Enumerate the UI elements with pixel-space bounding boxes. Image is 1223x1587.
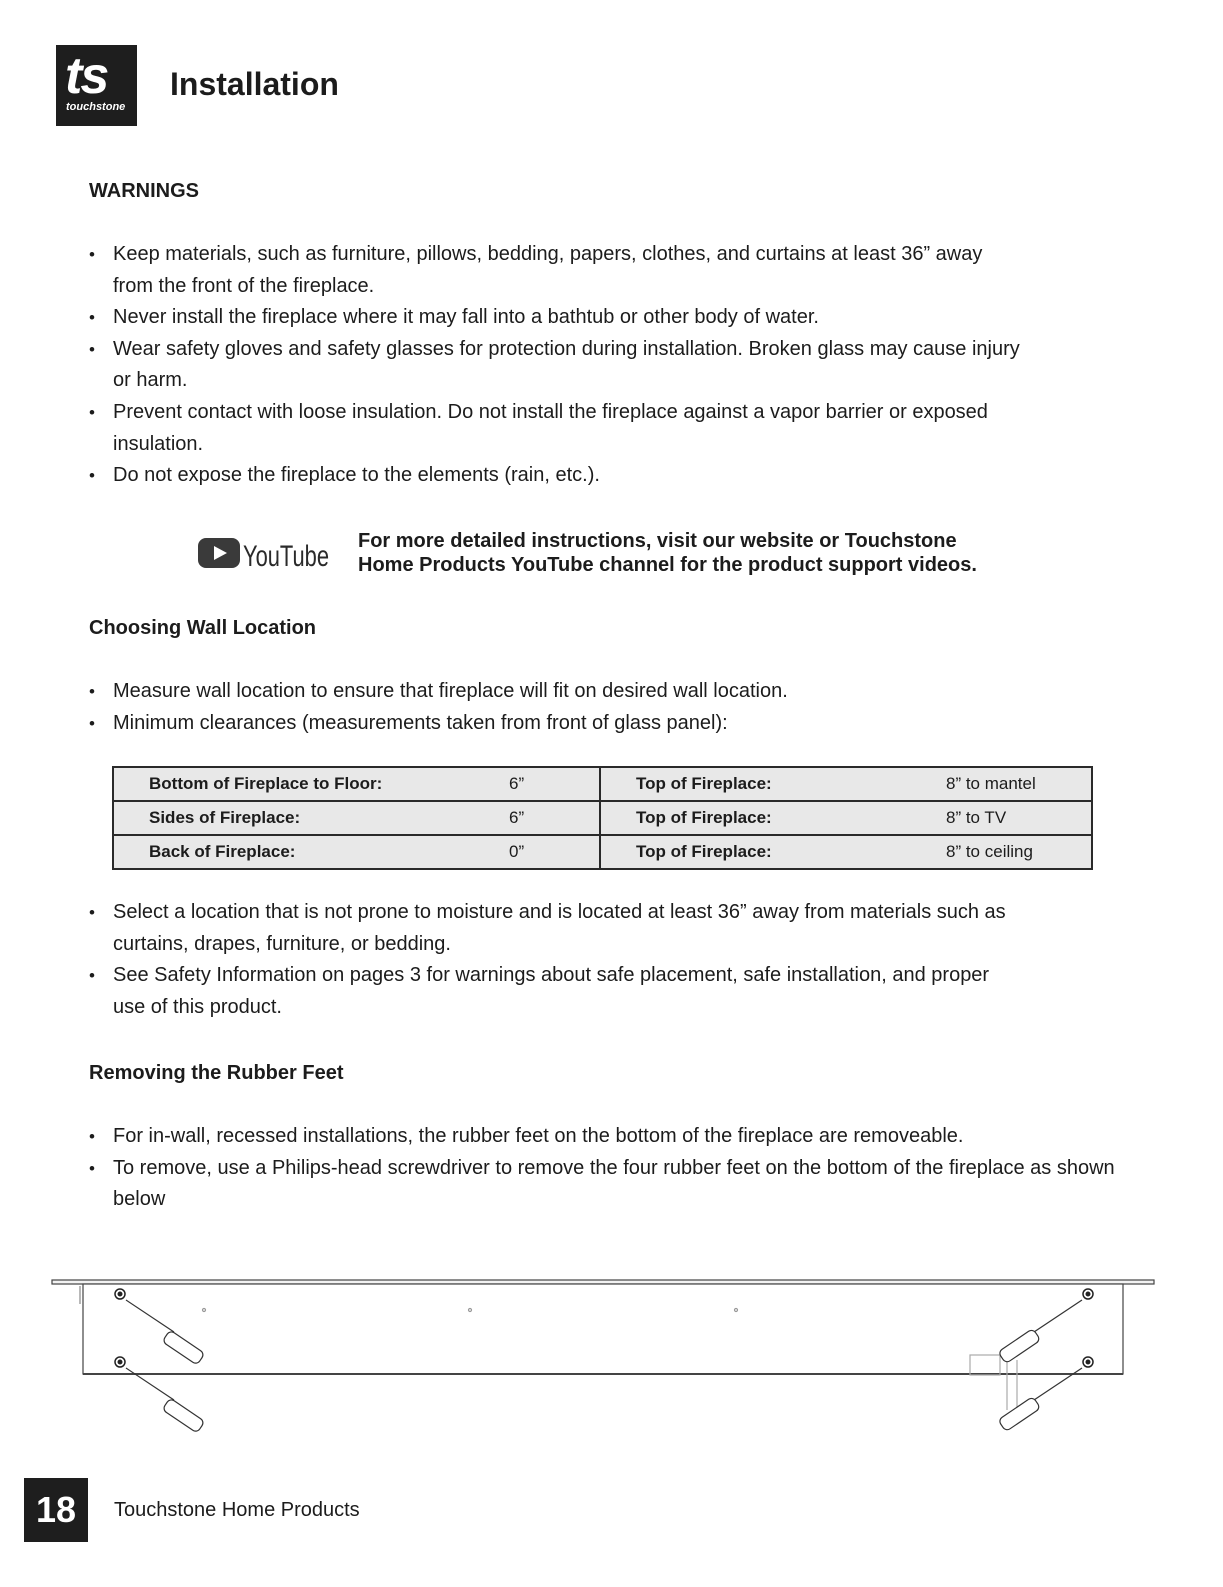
- table-cell: Back of Fireplace:: [113, 835, 509, 869]
- table-cell: Top of Fireplace:: [600, 801, 946, 835]
- fireplace-body: [83, 1284, 1123, 1374]
- youtube-wordmark: YouTube: [243, 540, 329, 573]
- rubber-foot-icon: [115, 1357, 125, 1367]
- youtube-note-line: For more detailed instructions, visit our website or Touchstone: [358, 530, 957, 552]
- wall-location-list-2: [89, 897, 1019, 1023]
- table-cell: Top of Fireplace:: [600, 835, 946, 869]
- table-cell: 8” to mantel: [946, 767, 1092, 801]
- logo-word: touchstone: [66, 101, 126, 113]
- table-cell: Bottom of Fireplace to Floor:: [113, 767, 509, 801]
- table-cell: 8” to ceiling: [946, 835, 1092, 869]
- table-cell: 0”: [509, 835, 600, 869]
- page-number: 18: [24, 1478, 88, 1542]
- fireplace-bottom-diagram: [52, 1270, 1157, 1435]
- screwdriver-icon: [998, 1368, 1082, 1432]
- page-title: Installation: [170, 66, 339, 102]
- table-cell: 6”: [509, 801, 600, 835]
- list-item: • Wear safety gloves and safety glasses for protection during installation. Broken glass may cause injury or harm.: [89, 334, 1043, 397]
- table-cell: Sides of Fireplace:: [113, 801, 509, 835]
- list-item: • Do not expose the fireplace to the elements (rain, etc.).: [89, 460, 989, 492]
- warnings-heading: WARNINGS: [89, 180, 199, 202]
- list-item: • Never install the fireplace where it may fall into a bathtub or other body of water.: [89, 302, 989, 334]
- clearances-table: [112, 766, 1093, 870]
- wall-location-heading: Choosing Wall Location: [89, 617, 317, 639]
- list-item: • See Safety Information on pages 3 for warnings about safe placement, safe installation, and proper use of this product.: [89, 960, 1019, 1023]
- rubber-feet-heading: Removing the Rubber Feet: [89, 1062, 344, 1084]
- screwdriver-icon: [126, 1368, 205, 1433]
- table-row: [113, 767, 1092, 801]
- rubber-feet-list: [89, 1121, 1129, 1216]
- table-cell: Top of Fireplace:: [600, 767, 946, 801]
- table-cell: 8” to TV: [946, 801, 1092, 835]
- list-item: • For in-wall, recessed installations, the rubber feet on the bottom of the fireplace are removeable.: [89, 1121, 1129, 1153]
- youtube-note-line: Home Products YouTube channel for the product support videos.: [358, 554, 977, 576]
- youtube-logo: [198, 536, 330, 572]
- warnings-list: [89, 239, 1020, 492]
- table-cell: 6”: [509, 767, 600, 801]
- table-row: [113, 835, 1092, 869]
- youtube-note: [358, 529, 1058, 577]
- list-item: • Measure wall location to ensure that fireplace will fit on desired wall location.: [89, 676, 1119, 708]
- wall-location-list: [89, 676, 1119, 739]
- rubber-foot-icon: [115, 1289, 125, 1299]
- list-item: • To remove, use a Philips-head screwdriver to remove the four rubber feet on the bottom of the fireplace as shown below: [89, 1153, 1129, 1216]
- logo-mark: ts: [65, 47, 108, 105]
- list-item: • Minimum clearances (measurements taken from front of glass panel):: [89, 708, 1119, 740]
- list-item: • Keep materials, such as furniture, pillows, bedding, papers, clothes, and curtains at least 36” away from the front of the fireplace.: [89, 239, 989, 302]
- rubber-foot-icon: [1083, 1289, 1093, 1299]
- list-item: • Prevent contact with loose insulation. Do not install the fireplace against a vapor barrier or exposed insulation.: [89, 397, 989, 460]
- table-row: [113, 801, 1092, 835]
- footer-company: Touchstone Home Products: [114, 1499, 360, 1521]
- rubber-foot-icon: [1083, 1357, 1093, 1367]
- touchstone-logo: [56, 45, 137, 126]
- list-item: • Select a location that is not prone to moisture and is located at least 36” away from materials such as curtains, drapes, furniture, or bedding.: [89, 897, 1019, 960]
